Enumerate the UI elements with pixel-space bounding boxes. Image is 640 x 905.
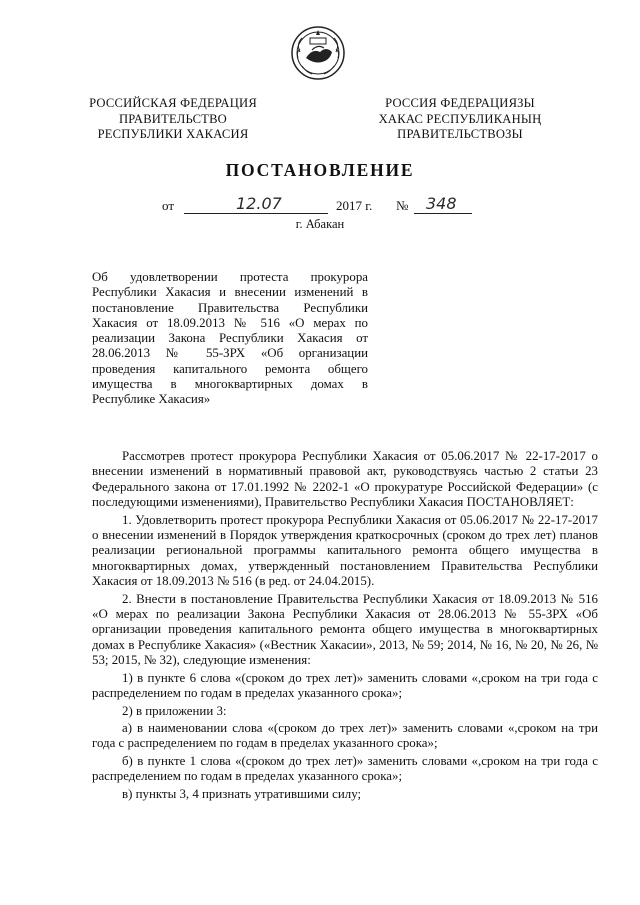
city-name: г. Абакан	[295, 217, 345, 231]
handwritten-date: 12.07	[236, 194, 282, 213]
body-paragraph: 1. Удовлетворить протест прокурора Республики Хакасия от 05.06.2017 № 22-17-2017 о внесении изменений в Порядок утверждения краткосрочных (сроком до трех лет) планов реализации региональной программы капитального ремонта общего имущества в многоквартирных домах, утвержденный постановлением Правительства Республики Хакасия от 18.09.2013 № 516 (в ред. от 24.04.2015).	[92, 512, 598, 589]
header-right-khakas	[352, 96, 568, 143]
body-paragraph: Рассмотрев протест прокурора Республики Хакасия от 05.06.2017 № 22-17-2017 о внесении изменений в нормативный правовой акт, руководствуясь частью 2 статьи 23 Федерального закона от 17.01.1992 № 2202-1 «О прокуратуре Российской Федерации» (с последующими изменениями), Правительство Республики Хакасия ПОСТАНОВЛЯЕТ:	[92, 449, 598, 510]
number-label: №	[396, 198, 409, 213]
document-title: ПОСТАНОВЛЕНИЕ	[225, 160, 415, 180]
header-left-line: РОССИЙСКАЯ ФЕДЕРАЦИЯ	[89, 96, 257, 110]
decree-body	[92, 449, 598, 802]
header-left-line: ПРАВИТЕЛЬСТВО	[119, 111, 227, 126]
body-paragraph: а) в наименовании слова «(сроком до трех лет)» заменить словами «,сроком на три года с распределением по годам в пределах указанного срока»;	[92, 720, 598, 751]
from-label: от	[162, 198, 175, 213]
header-right-line: ПРАВИТЕЛЬСТВОЗЫ	[397, 127, 523, 141]
body-paragraph: в) пункты 3, 4 признать утратившими силу;	[122, 786, 362, 801]
year-label: 2017 г.	[336, 198, 373, 213]
decree-subject: Об удовлетворении протеста прокурора Республики Хакасия и внесении изменений в постановление Правительства Республики Хакасия от 18.09.2013 № 516 «О мерах по реализации Закона Республики Хакасия от 28.06.2013 № 55-ЗРХ «Об организации проведения капитального ремонта общего имущества в многоквартирных домах в Республике Хакасия»	[92, 270, 368, 407]
header-left-line: РЕСПУБЛИКИ ХАКАСИЯ	[97, 127, 249, 141]
header-right-line: ХАКАС РЕСПУБЛИКАНЫҢ	[378, 111, 542, 126]
coat-of-arms-emblem	[288, 22, 348, 82]
header-right-line: РОССИЯ ФЕДЕРАЦИЯЗЫ	[385, 96, 535, 110]
body-paragraph: 1) в пункте 6 слова «(сроком до трех лет)» заменить словами «,сроком на три года с распределением по годам в пределах указанного срока»;	[92, 670, 598, 701]
handwritten-number: 348	[426, 194, 457, 213]
body-paragraph: 2. Внести в постановление Правительства Республики Хакасия от 18.09.2013 № 516 «О мерах по реализации Закона Республики Хакасия от 28.06.2013 № 55-ЗРХ «Об организации проведения капитального ремонта общего имущества в многоквартирных домах в Республике Хакасия» («Вестник Хакасии», 2013, № 59; 2014, № 16, № 20, № 26, № 53; 2015, № 32), следующие изменения:	[92, 591, 598, 668]
body-paragraph: 2) в приложении 3:	[122, 703, 227, 718]
date-underline	[184, 213, 328, 214]
number-underline	[414, 213, 472, 214]
body-paragraph: б) в пункте 1 слова «(сроком до трех лет)» заменить словами «,сроком на три года с распределением по годам в пределах указанного срока»;	[92, 753, 598, 784]
header-left-russian	[68, 96, 278, 143]
